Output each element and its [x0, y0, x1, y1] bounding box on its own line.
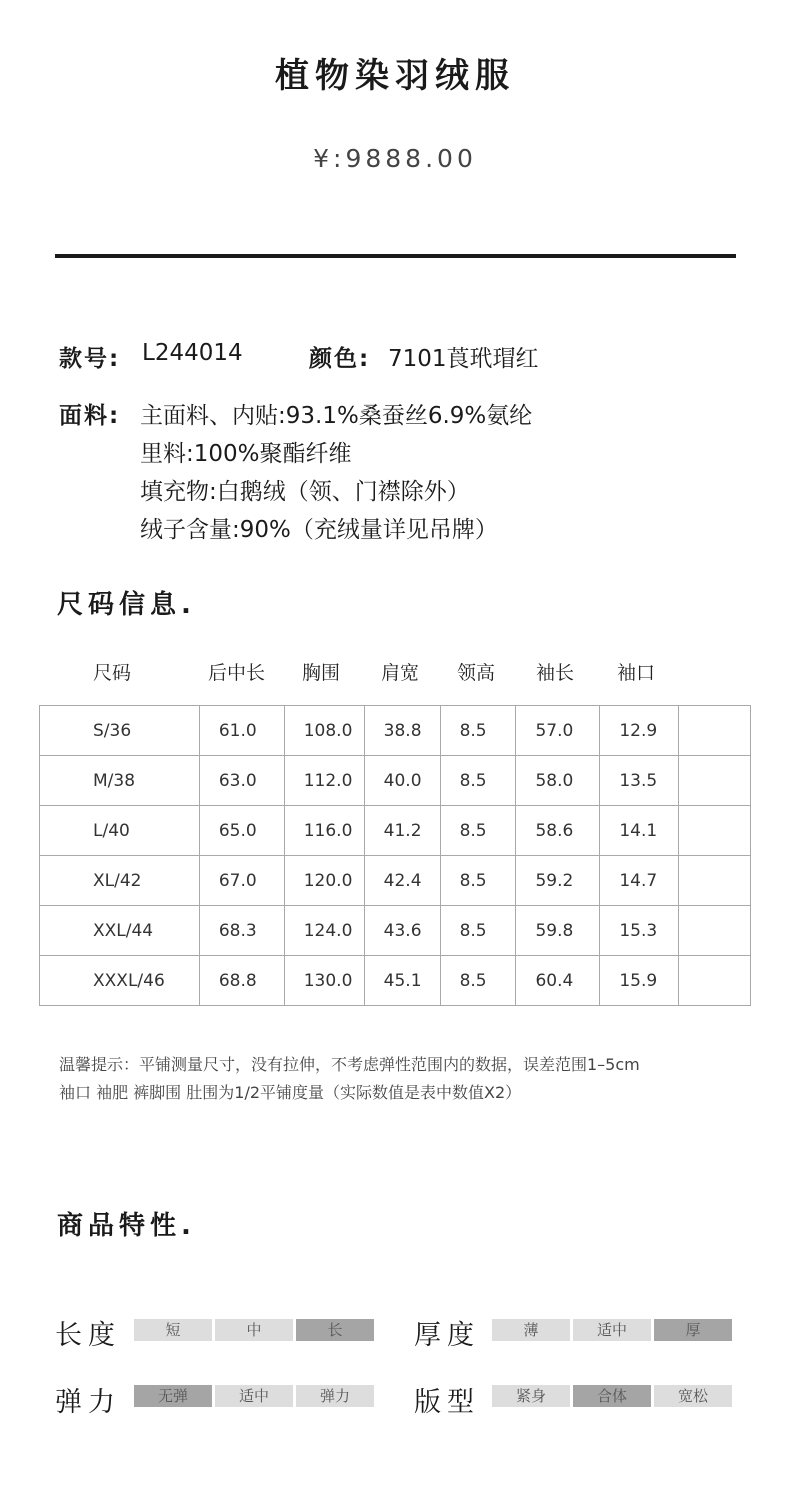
fit-label: 版型: [414, 1387, 480, 1418]
table-row: [40, 906, 751, 956]
column-header-shoulder: 肩宽: [381, 662, 420, 684]
table-row: [40, 806, 751, 856]
measurement-cell: 61.0: [199, 706, 284, 756]
measurement-cell: 15.9: [600, 956, 679, 1006]
measurement-cell: 58.6: [516, 806, 600, 856]
product-price: ¥:9888.00: [313, 144, 477, 173]
measurement-cell: 43.6: [364, 906, 440, 956]
thickness-option: 适中: [573, 1319, 651, 1341]
length-option: 中: [215, 1319, 293, 1341]
measurement-cell: 8.5: [440, 906, 516, 956]
size-cell: M/38: [40, 756, 200, 806]
size-section-title: 尺码信息.: [57, 590, 196, 620]
elasticity-option: 弹力: [296, 1385, 374, 1407]
thickness-label: 厚度: [414, 1320, 480, 1351]
empty-cell: [679, 706, 751, 756]
size-cell: L/40: [40, 806, 200, 856]
measurement-note: 温馨提示：平铺测量尺寸，没有拉伸，不考虑弹性范围内的数据，误差范围1–5cm: [59, 1055, 640, 1074]
measurement-cell: 40.0: [364, 756, 440, 806]
size-cell: XL/42: [40, 856, 200, 906]
length-option: 短: [134, 1319, 212, 1341]
size-cell: S/36: [40, 706, 200, 756]
divider: [55, 254, 736, 258]
fabric-line: 填充物:白鹅绒（领、门襟除外）: [140, 479, 470, 505]
measurement-cell: 65.0: [199, 806, 284, 856]
table-row: [40, 956, 751, 1006]
fit-option: 合体: [573, 1385, 651, 1407]
measurement-cell: 38.8: [364, 706, 440, 756]
measurement-cell: 45.1: [364, 956, 440, 1006]
empty-cell: [679, 956, 751, 1006]
measurement-cell: 120.0: [284, 856, 364, 906]
measurement-cell: 8.5: [440, 856, 516, 906]
length-option: 长: [296, 1319, 374, 1341]
measurement-cell: 112.0: [284, 756, 364, 806]
elasticity-label: 弹力: [55, 1387, 121, 1418]
table-row: [40, 756, 751, 806]
measurement-cell: 41.2: [364, 806, 440, 856]
measurement-cell: 14.1: [600, 806, 679, 856]
measurement-cell: 14.7: [600, 856, 679, 906]
product-title: 植物染羽绒服: [275, 56, 515, 96]
empty-cell: [679, 806, 751, 856]
measurement-cell: 59.2: [516, 856, 600, 906]
measurement-cell: 8.5: [440, 806, 516, 856]
fit-option: 紧身: [492, 1385, 570, 1407]
column-header-cuff: 袖口: [617, 662, 656, 684]
measurement-cell: 58.0: [516, 756, 600, 806]
features-section-title: 商品特性.: [57, 1211, 196, 1241]
fit-option: 宽松: [654, 1385, 732, 1407]
measurement-cell: 67.0: [199, 856, 284, 906]
fabric-line: 主面料、内贴:93.1%桑蚕丝6.9%氨纶: [140, 403, 533, 429]
column-header-size: 尺码: [93, 662, 132, 684]
table-row: [40, 856, 751, 906]
color-value: 7101莨玳瑁红: [388, 346, 539, 372]
measurement-cell: 8.5: [440, 956, 516, 1006]
measurement-cell: 60.4: [516, 956, 600, 1006]
measurement-cell: 59.8: [516, 906, 600, 956]
measurement-cell: 42.4: [364, 856, 440, 906]
elasticity-option: 无弹: [134, 1385, 212, 1407]
measurement-note: 袖口 袖肥 裤脚围 肚围为1/2平铺度量（实际数值是表中数值X2）: [59, 1083, 522, 1102]
measurement-cell: 116.0: [284, 806, 364, 856]
column-header-chest: 胸围: [302, 662, 341, 684]
measurement-cell: 68.3: [199, 906, 284, 956]
measurement-cell: 15.3: [600, 906, 679, 956]
fabric-line: 里料:100%聚酯纤维: [140, 441, 352, 467]
fabric-line: 绒子含量:90%（充绒量详见吊牌）: [140, 517, 498, 543]
measurement-cell: 63.0: [199, 756, 284, 806]
column-header-collar-height: 领高: [457, 662, 496, 684]
measurement-cell: 8.5: [440, 756, 516, 806]
measurement-cell: 8.5: [440, 706, 516, 756]
length-label: 长度: [55, 1320, 121, 1351]
measurement-cell: 130.0: [284, 956, 364, 1006]
measurement-cell: 12.9: [600, 706, 679, 756]
thickness-option: 厚: [654, 1319, 732, 1341]
measurement-cell: 124.0: [284, 906, 364, 956]
empty-cell: [679, 756, 751, 806]
style-number-label: 款号:: [59, 346, 121, 372]
empty-cell: [679, 856, 751, 906]
column-header-sleeve-length: 袖长: [536, 662, 575, 684]
measurement-cell: 108.0: [284, 706, 364, 756]
table-row: [40, 706, 751, 756]
column-header-back-length: 后中长: [208, 662, 266, 684]
size-cell: XXXL/46: [40, 956, 200, 1006]
measurement-cell: 13.5: [600, 756, 679, 806]
thickness-option: 薄: [492, 1319, 570, 1341]
size-table: [39, 705, 751, 1006]
measurement-cell: 68.8: [199, 956, 284, 1006]
style-number-value: L244014: [142, 340, 243, 366]
fabric-label: 面料:: [59, 403, 121, 429]
empty-cell: [679, 906, 751, 956]
elasticity-option: 适中: [215, 1385, 293, 1407]
size-cell: XXL/44: [40, 906, 200, 956]
color-label: 颜色:: [309, 346, 371, 372]
measurement-cell: 57.0: [516, 706, 600, 756]
